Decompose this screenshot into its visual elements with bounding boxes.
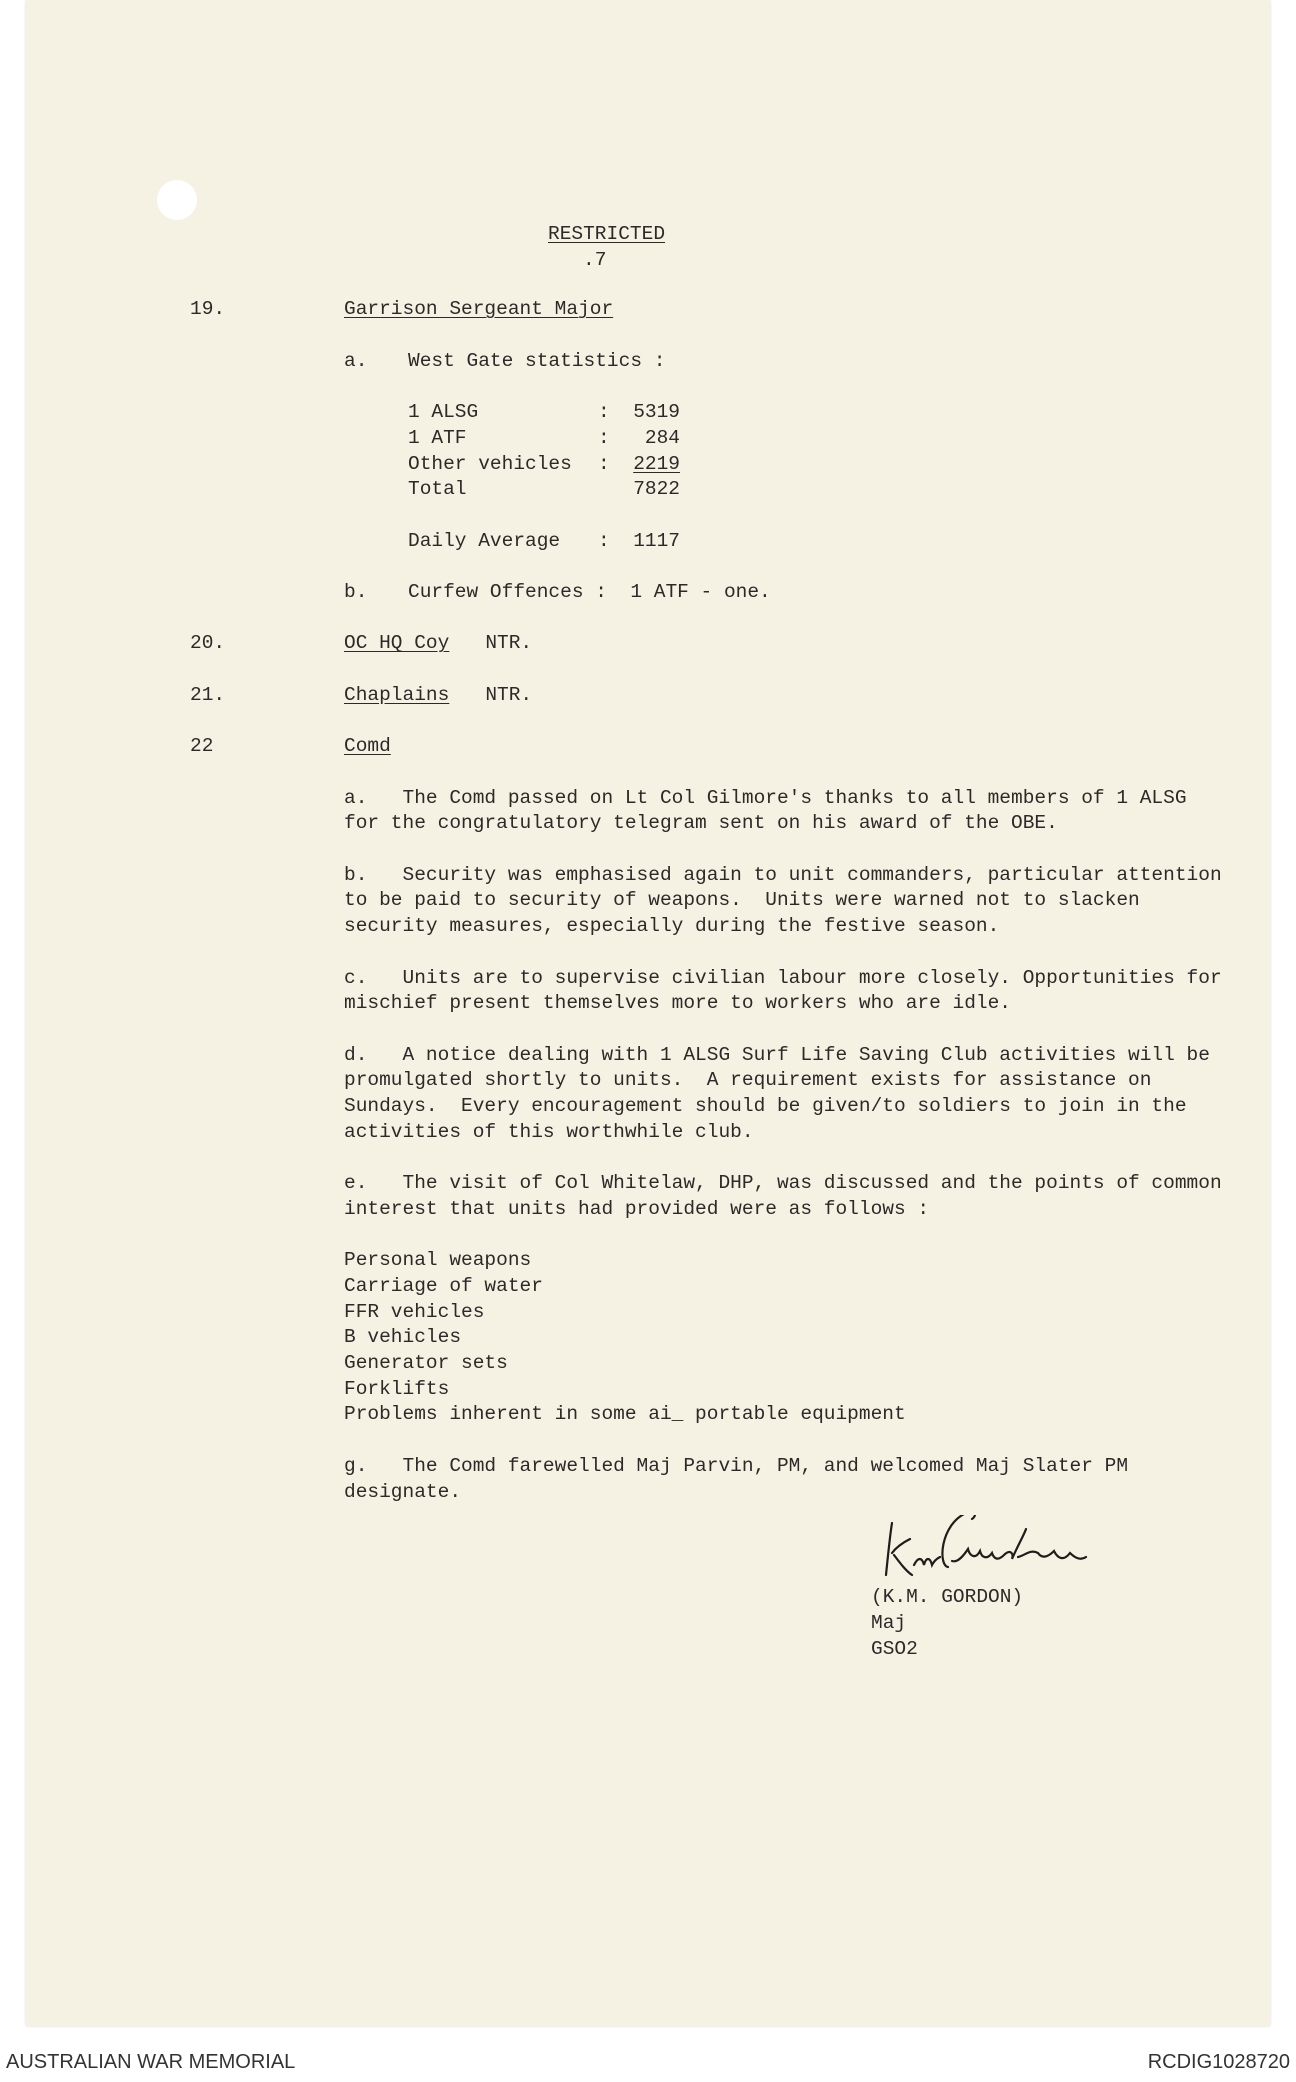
footer-institution: AUSTRALIAN WAR MEMORIAL — [6, 2051, 296, 2073]
item-number: 21. — [190, 683, 226, 706]
subitem-title: West Gate statistics : — [408, 349, 666, 372]
stats-table — [408, 400, 1250, 503]
comd-para-a: a. The Comd passed on Lt Col Gilmore's thanks to all members of 1 ALSG for the congratulatory telegram sent on his award of the OBE. — [344, 786, 1199, 835]
item-number: 20. — [190, 632, 226, 655]
daily-average — [408, 529, 1250, 555]
item-22 — [190, 734, 1250, 1505]
footer-record-id: RCDIG1028720 — [1147, 2051, 1290, 2073]
comd-para-c: c. Units are to supervise civilian labour more closely. Opportunities for mischief present themselves more to workers who are idle. — [344, 966, 1234, 1015]
item-number: 19. — [190, 298, 226, 321]
item-21 — [190, 683, 1250, 709]
item-text: NTR. — [485, 632, 533, 655]
list-item: FFR vehicles — [344, 1300, 485, 1323]
handwritten-signature — [878, 1515, 1138, 1585]
stat-value: 284 — [644, 426, 680, 449]
stat-value: 2219 — [633, 452, 680, 475]
list-item: B vehicles — [344, 1326, 462, 1349]
item-text: NTR. — [485, 683, 533, 706]
signature-block — [871, 1515, 1250, 1662]
signatory-name: (K.M. GORDON) — [871, 1586, 1024, 1609]
comd-para-b: b. Security was emphasised again to unit commanders, particular attention to be paid to security of weapons. Units were warned not to slacken security measures, especially during the festive season. — [344, 863, 1234, 938]
stat-value: 1117 — [633, 529, 680, 552]
list-item: Forklifts — [344, 1377, 450, 1400]
item-heading: Garrison Sergeant Major — [344, 298, 614, 321]
item-heading: Chaplains — [344, 683, 450, 706]
comd-para-d: d. A notice dealing with 1 ALSG Surf Life Saving Club activities will be promulgated shortly to units. A requirement exists for assistance on Sundays. Every encouragement should be given/to soldiers to join in the activities of this worthwhile club. — [344, 1043, 1222, 1143]
stat-label: Daily Average — [408, 529, 561, 552]
curfew-offences: Curfew Offences : 1 ATF - one. — [408, 581, 771, 604]
item-19 — [190, 297, 1250, 605]
stat-sep: : — [598, 401, 610, 424]
stat-sep: : — [598, 529, 610, 552]
stat-sep: : — [598, 426, 610, 449]
comd-para-e: e. The visit of Col Whitelaw, DHP, was discussed and the points of common interest that units had provided were as follows : — [344, 1172, 1234, 1220]
stat-value: 7822 — [633, 478, 680, 501]
item-heading: OC HQ Coy — [344, 632, 450, 655]
stat-label: 1 ATF — [408, 426, 467, 449]
signatory-rank: Maj — [871, 1611, 907, 1634]
stat-sep — [598, 477, 620, 503]
stat-label: Other vehicles — [408, 452, 572, 475]
stat-sep: : — [598, 452, 610, 475]
subitem-label: a. — [344, 349, 368, 372]
page-number: .7 — [583, 248, 607, 271]
signatory-appointment: GSO2 — [871, 1637, 918, 1660]
item-20 — [190, 631, 1250, 657]
list-item: Personal weapons — [344, 1249, 532, 1272]
item-heading: Comd — [344, 735, 391, 758]
stat-value: 5319 — [633, 401, 680, 424]
stat-label: Total — [408, 478, 467, 501]
interest-list — [344, 1248, 1250, 1428]
comd-para-g: g. The Comd farewelled Maj Parvin, PM, and welcomed Maj Slater PM designate. — [344, 1454, 1140, 1503]
subitem-label: b. — [344, 581, 368, 604]
document-body — [190, 222, 1250, 1662]
classification-label: RESTRICTED — [548, 223, 666, 245]
list-item: Carriage of water — [344, 1274, 543, 1297]
stat-label: 1 ALSG — [408, 401, 479, 424]
item-number: 22 — [190, 735, 214, 758]
list-item: Generator sets — [344, 1352, 508, 1375]
list-item: Problems inherent in some ai_ portable equipment — [344, 1403, 906, 1426]
punch-hole — [157, 180, 197, 220]
